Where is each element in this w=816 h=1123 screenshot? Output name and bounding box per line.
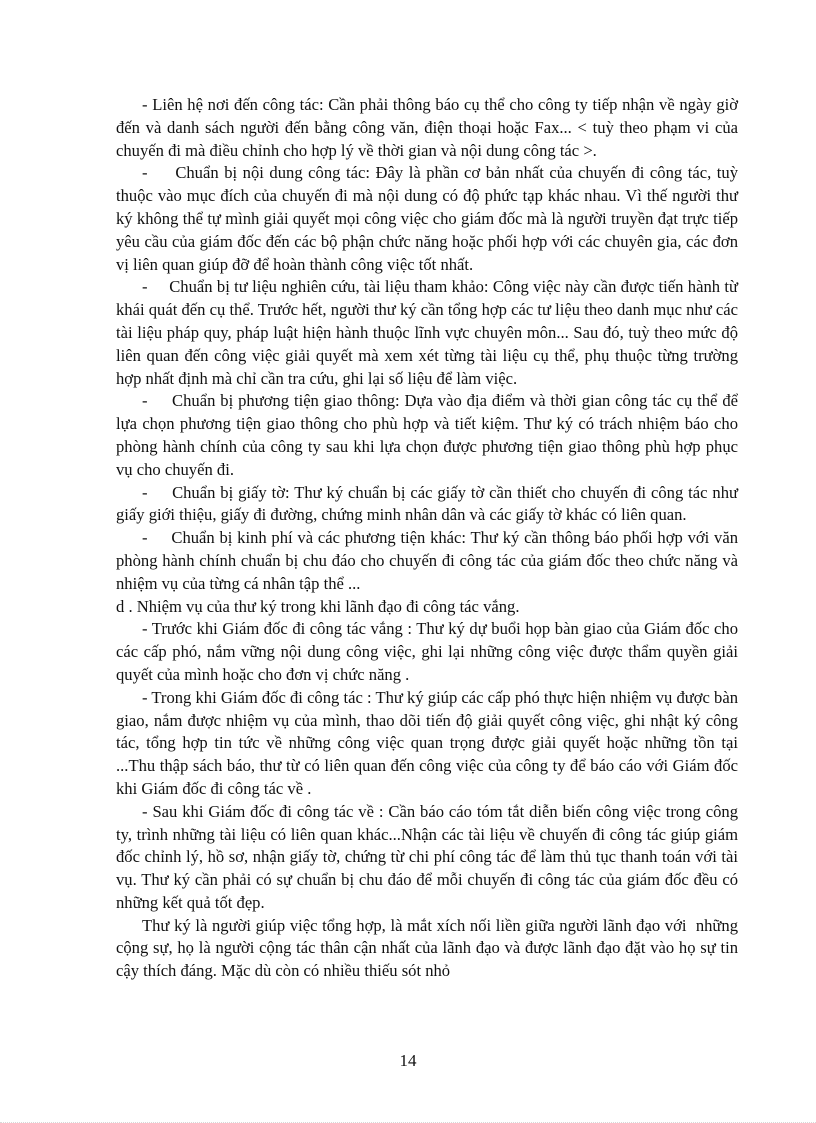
paragraph-trong-khi: - Trong khi Giám đốc đi công tác : Thư ký giúp các cấp phó thực hiện nhiệm vụ được bàn giao, nắm được nhiệm vụ của mình, thao dõi tiến độ giải quyết công việc, ghi nhật ký công tác, tổng hợp tin tức về những công việc quan trọng được giải quyết hoặc những tồn tại ...Thu thập sách báo, thư từ có liên quan đến công việc của công ty để báo cáo với Giám đốc khi Giám đốc đi công tác về . [116, 687, 738, 798]
paragraph-sau-khi: - Sau khi Giám đốc đi công tác về : Cần báo cáo tóm tắt diễn biến công việc trong công ty, trình những tài liệu có liên quan khác...Nhận các tài liệu về chuyến đi công tác giúp giám đốc chỉnh lý, hồ sơ, nhận giấy tờ, chứng từ chi phí công tác để làm thủ tục thanh toán với tài vụ. Thư ký cần phải có sự chuẩn bị chu đáo để mỗi chuyến đi công tác của giám đốc đều có những kết quả tốt đẹp. [116, 801, 738, 912]
page-body [116, 94, 743, 983]
paragraph-kinh-phi: - Chuẩn bị kinh phí và các phương tiện khác: Thư ký cần thông báo phối hợp với văn phòng hành chính chuẩn bị chu đáo cho chuyến đi công tác của giám đốc theo chức năng và nhiệm vụ của từng cá nhân tập thể ... [116, 528, 743, 593]
paragraph-phuong-tien: - Chuẩn bị phương tiện giao thông: Dựa vào địa điểm và thời gian công tác cụ thể để lựa chọn phương tiện giao thông cho phù hợp và tiết kiệm. Thư ký có trách nhiệm báo cho phòng hành chính của công ty sau khi lựa chọn được phương tiện giao thông phù hợp phục vụ cho chuyến đi. [116, 391, 743, 479]
page-number: 14 [399, 1051, 417, 1070]
paragraph-truoc-khi: - Trước khi Giám đốc đi công tác vắng : Thư ký dự buổi họp bàn giao của Giám đốc cho các cấp phó, nắm vững nội dung công việc, ghi lại những công việc được thẩm quyền giải quyết của mình hoặc cho đơn vị chức năng . [116, 619, 738, 684]
paragraph-lien-he: - Liên hệ nơi đến công tác: Cần phải thông báo cụ thể cho công ty tiếp nhận về ngày giờ đến và danh sách người đến bằng công văn, điện thoại hoặc Fax... < tuỳ theo phạm vi của chuyến đi mà điều chỉnh cho hợp lý về thời gian và nội dung công tác >. [116, 95, 738, 160]
paragraph-tu-lieu: - Chuẩn bị tư liệu nghiên cứu, tài liệu tham khảo: Công việc này cần được tiến hành từ khái quát đến cụ thể. Trước hết, người thư ký cần tổng hợp các tư liệu theo danh mục như các tài liệu pháp quy, pháp luật hiện hành thuộc lĩnh vực chuyên môn... Sau đó, tuỳ theo mức độ liên quan đến công việc giải quyết mà xem xét từng tài liệu cụ thể, phụ thuộc từng trường hợp nhất định mà chỉ cần tra cứu, ghi lại số liệu để làm việc. [116, 277, 743, 388]
section-heading-d: d . Nhiệm vụ của thư ký trong khi lãnh đạo đi công tác vắng. [116, 596, 520, 616]
paragraph-thu-ky-tong-hop: Thư ký là người giúp việc tổng hợp, là mắt xích nối liền giữa người lãnh đạo với những cộng sự, họ là người cộng tác thân cận nhất của lãnh đạo và được lãnh đạo đặt vào họ sự tin cậy thích đáng. Mặc dù còn có nhiều thiếu sót nhỏ [116, 915, 743, 981]
paragraph-noi-dung-cong-tac: - Chuẩn bị nội dung công tác: Đây là phần cơ bản nhất của chuyến đi công tác, tuỳ thuộc vào mục đích của chuyến đi mà nội dung có độ phức tạp khác nhau. Vì thế người thư ký không thể tự mình giải quyết mọi công việc cho giám đốc mà là người truyền đạt trực tiếp yêu cầu của giám đốc đến các bộ phận chức năng hoặc phối hợp với các chuyên gia, các đơn vị liên quan giúp đỡ để hoàn thành công việc tốt nhất. [116, 163, 743, 274]
paragraph-giay-to: - Chuẩn bị giấy tờ: Thư ký chuẩn bị các giấy tờ cần thiết cho chuyến đi công tác như giấy giới thiệu, giấy đi đường, chứng minh nhân dân và các giấy tờ khác có liên quan. [116, 482, 743, 525]
